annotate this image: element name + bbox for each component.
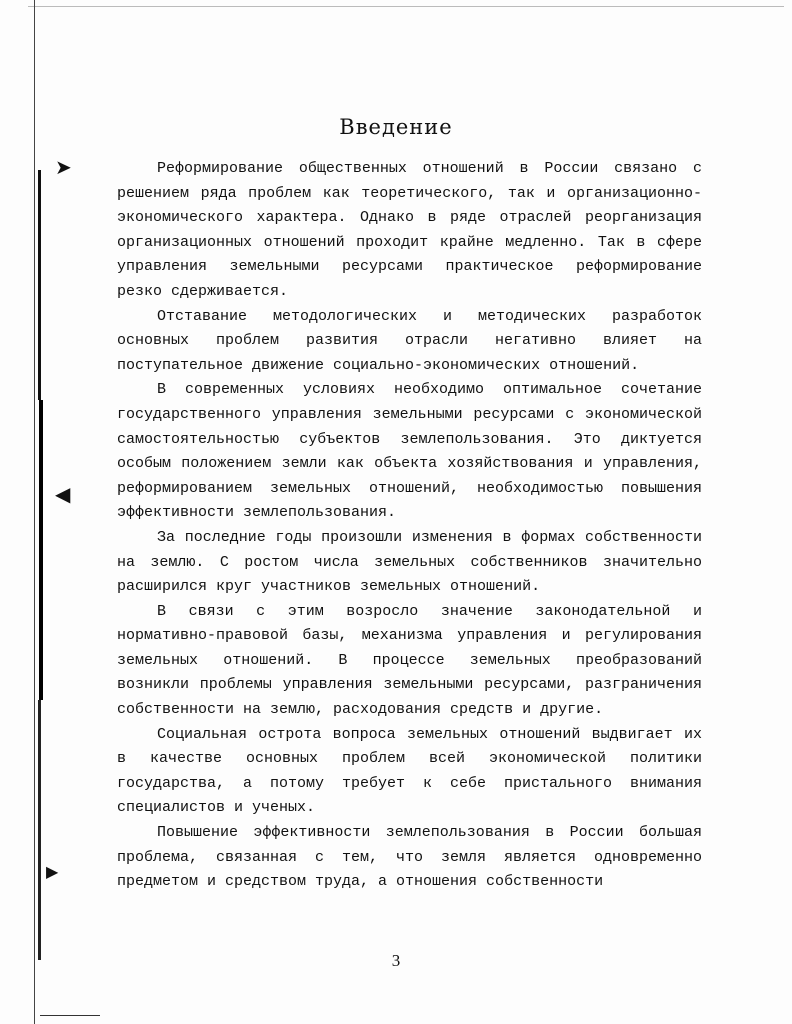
- body-text: [117, 157, 702, 895]
- notch-mark-icon: ▶: [46, 862, 59, 881]
- paragraph: В связи с этим возросло значение законодательной и нормативно-правовой базы, механизма управления и регулирования земельных отношений. В процессе земельных преобразований возникли проблемы управления земельными ресурсами, разграничения собственности на землю, расходования средств и другие.: [117, 602, 702, 719]
- paragraph: Повышение эффективности землепользования в России большая проблема, связанная с тем, что земля является одновременно предметом и средством труда, а отношения собственности: [117, 824, 702, 891]
- page-title: Введение: [339, 115, 453, 140]
- page-number: 3: [391, 951, 401, 970]
- paragraph: Отставание методологических и методических разработок основных проблем развития отрасли негативно влияет на поступательное движение социально-экономических отношений.: [117, 307, 702, 374]
- paragraph: Социальная острота вопроса земельных отношений выдвигает их в качестве основных проблем всей экономической политики государства, а потому требует к себе пристального внимания специалистов и ученых.: [117, 725, 702, 817]
- triangle-mark-icon: ◀: [55, 482, 71, 506]
- binding-edge: [32, 0, 46, 1024]
- paragraph: Реформирование общественных отношений в России связано с решением ряда проблем как теоретического, так и организационно-экономического характера. Однако в ряде отраслей реорганизация организационных отношений проходит крайне медленно. Так в сфере управления земельными ресурсами практическое реформирование резко сдерживается.: [117, 160, 702, 300]
- binding-line: [38, 700, 41, 960]
- paragraph: За последние годы произошли изменения в формах собственности на землю. С ростом числа земельных собственников значительно расширился круг участников земельных отношений.: [117, 528, 702, 596]
- binding-line: [39, 400, 43, 700]
- binding-line: [38, 170, 41, 400]
- scan-top-edge: [28, 6, 784, 7]
- paragraph: В современных условиях необходимо оптимальное сочетание государственного управления земельными ресурсами с экономической самостоятельностью субъектов землепользования. Это диктуется особым положением земли как объекта хозяйствования и управления, реформированием земельных отношений, необходимостью повышения эффективности землепользования.: [117, 381, 702, 522]
- arrow-mark-icon: ➤: [55, 155, 72, 179]
- scan-bottom-edge: [40, 1015, 100, 1016]
- binding-line: [34, 0, 35, 1024]
